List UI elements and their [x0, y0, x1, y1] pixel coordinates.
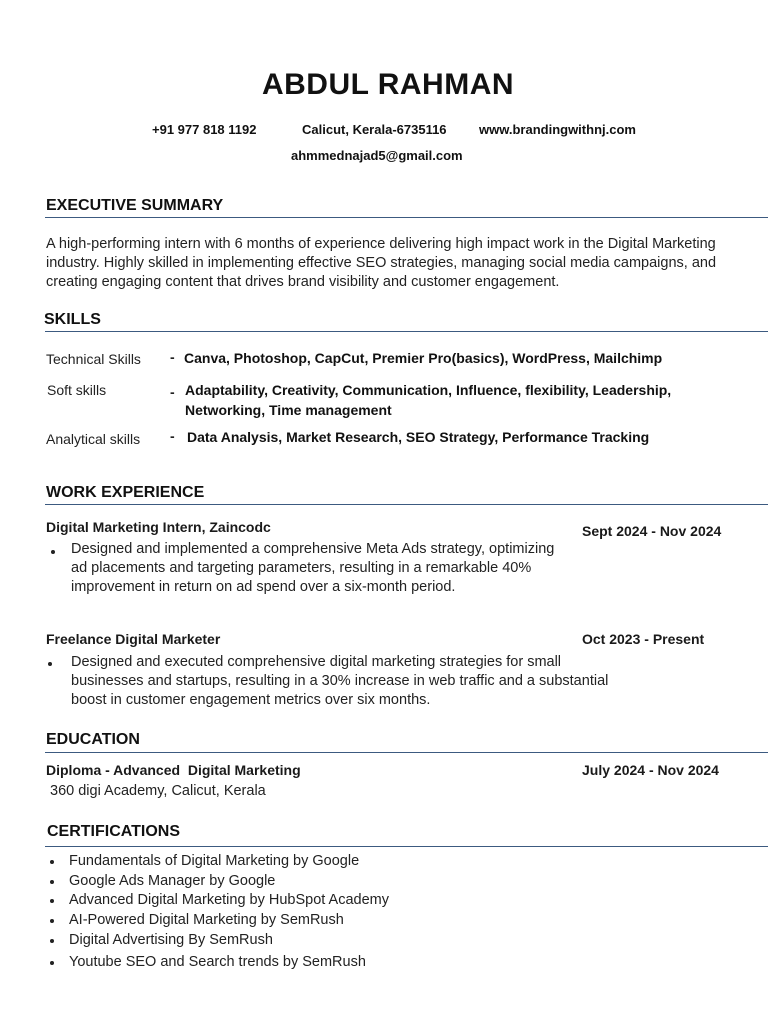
- section-divider: [45, 752, 768, 753]
- education-dates: July 2024 - Nov 2024: [582, 762, 719, 778]
- certification-text: Fundamentals of Digital Marketing by Google: [69, 853, 360, 869]
- skill-label-soft: Soft skills: [47, 382, 107, 398]
- section-divider: [45, 846, 768, 847]
- section-title-skills: SKILLS: [44, 311, 101, 328]
- bullet-dot: [50, 961, 54, 965]
- job-dates: Sept 2024 - Nov 2024: [582, 523, 722, 539]
- skill-dash: -: [170, 384, 175, 400]
- list-item: [45, 953, 389, 973]
- resume-name: ABDUL RAHMAN: [261, 68, 515, 101]
- contact-location: Calicut, Kerala-6735116: [302, 122, 447, 137]
- bullet-dot: [50, 899, 54, 903]
- job-bullet-text: Designed and implemented a comprehensive Meta Ads strategy, optimizing ad placements and targeting parameters, resulting in a remarkable 40% improvement in return on ad spend over a six-month period.: [71, 541, 555, 595]
- contact-email[interactable]: ahmmednajad5@gmail.com: [291, 148, 463, 163]
- section-divider: [45, 217, 768, 218]
- section-divider: [45, 504, 768, 505]
- skill-value-soft: Adaptability, Creativity, Communication, Influence, flexibility, Leadership, Networking, Time management: [185, 382, 672, 418]
- section-title-certifications: CERTIFICATIONS: [47, 823, 181, 840]
- section-title-summary: EXECUTIVE SUMMARY: [46, 197, 224, 214]
- skill-value-analytical: Data Analysis, Market Research, SEO Strategy, Performance Tracking: [187, 429, 650, 445]
- list-item: [45, 911, 389, 931]
- bullet-dot: [50, 860, 54, 864]
- job-title: Digital Marketing Intern, Zaincodc: [46, 519, 271, 535]
- list-item: [45, 852, 389, 872]
- bullet-dot: [50, 880, 54, 884]
- skill-label-technical: Technical Skills: [46, 351, 141, 367]
- list-item: [45, 931, 389, 951]
- certifications-list: [45, 852, 389, 973]
- contact-website[interactable]: www.brandingwithnj.com: [479, 122, 636, 137]
- bullet-dot: [50, 919, 54, 923]
- certification-text: Advanced Digital Marketing by HubSpot Academy: [69, 892, 389, 909]
- job-title: Freelance Digital Marketer: [46, 631, 221, 647]
- bullet-dot: [48, 662, 52, 666]
- education-degree: Diploma - Advanced Digital Marketing: [46, 762, 301, 778]
- certification-text: AI-Powered Digital Marketing by SemRush: [69, 912, 344, 929]
- education-school: 360 digi Academy, Calicut, Kerala: [50, 783, 266, 799]
- list-item: [45, 872, 389, 892]
- summary-text: A high-performing intern with 6 months of experience delivering high impact work in the Digital Marketing industry. Highly skilled in implementing effective SEO strategies, managing social media campaigns, and creating engaging content that drives brand visibility and customer engagement.: [46, 236, 717, 290]
- list-item: [45, 891, 389, 911]
- skill-dash: -: [170, 349, 175, 365]
- section-title-experience: WORK EXPERIENCE: [46, 484, 205, 501]
- bullet-dot: [51, 550, 55, 554]
- skill-label-analytical: Analytical skills: [46, 431, 141, 447]
- job-bullet-text: Designed and executed comprehensive digital marketing strategies for small businesses and startups, resulting in a 30% increase in web traffic and a substantial boost in customer engagement metrics over six months.: [71, 654, 609, 708]
- section-divider: [45, 331, 768, 332]
- job-dates: Oct 2023 - Present: [582, 631, 705, 647]
- bullet-dot: [50, 939, 54, 943]
- skill-dash: -: [170, 428, 175, 444]
- certification-text: Google Ads Manager by Google: [69, 872, 276, 889]
- section-title-education: EDUCATION: [46, 731, 140, 748]
- contact-phone: +91 977 818 1192: [152, 122, 257, 137]
- certification-text: Youtube SEO and Search trends by SemRush: [69, 954, 366, 971]
- skill-value-technical: Canva, Photoshop, CapCut, Premier Pro(basics), WordPress, Mailchimp: [184, 350, 663, 366]
- certification-text: Digital Advertising By SemRush: [69, 931, 273, 948]
